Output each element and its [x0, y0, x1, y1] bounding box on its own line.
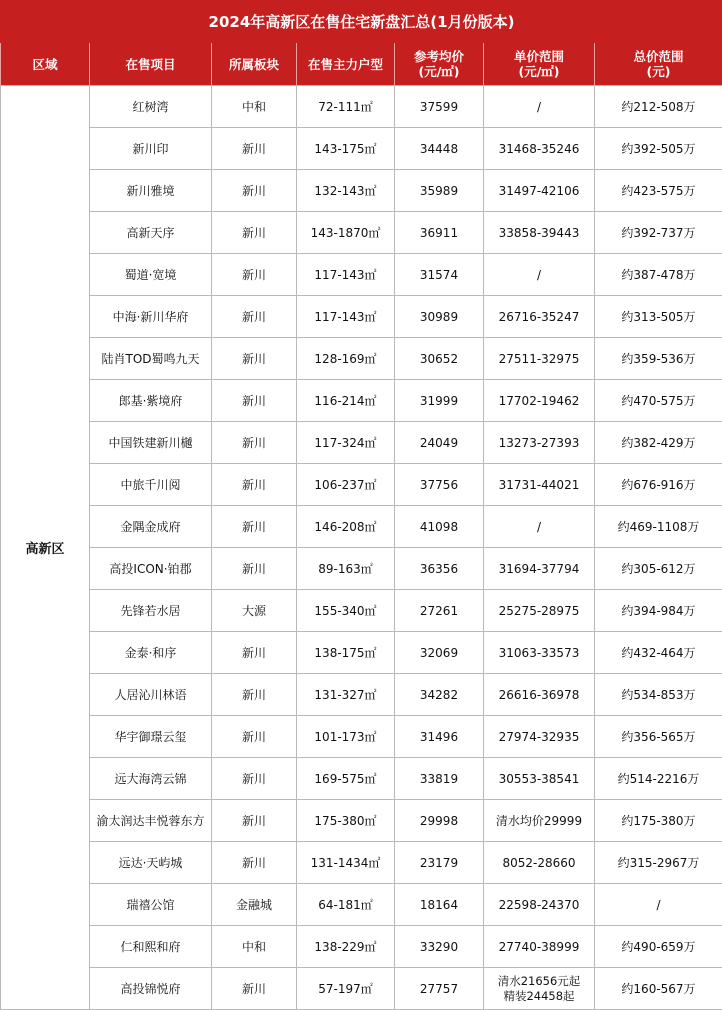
project-cell: 金泰·和序: [90, 632, 212, 674]
unit-type-cell: 146-208㎡: [297, 506, 395, 548]
unit-range-cell: 33858-39443: [484, 212, 595, 254]
total-range-cell: 约387-478万: [595, 254, 722, 296]
table-row: [1, 464, 722, 506]
table-row: [1, 926, 722, 968]
unit-type-cell: 138-229㎡: [297, 926, 395, 968]
total-range-cell: 约315-2967万: [595, 842, 722, 884]
avg-price-cell: 29998: [395, 800, 484, 842]
table-row: [1, 674, 722, 716]
table-row: [1, 968, 722, 1010]
block-cell: 新川: [212, 758, 297, 800]
avg-price-cell: 30652: [395, 338, 484, 380]
table-row: [1, 800, 722, 842]
table-row: [1, 506, 722, 548]
total-range-cell: /: [595, 884, 722, 926]
unit-type-cell: 117-143㎡: [297, 296, 395, 338]
avg-price-cell: 31496: [395, 716, 484, 758]
unit-range-cell: 27974-32935: [484, 716, 595, 758]
unit-range-cell: 31497-42106: [484, 170, 595, 212]
header-total-range: 总价范围 (元): [595, 43, 722, 86]
unit-type-cell: 131-327㎡: [297, 674, 395, 716]
avg-price-cell: 35989: [395, 170, 484, 212]
block-cell: 新川: [212, 254, 297, 296]
header-block: 所属板块: [212, 43, 297, 86]
unit-range-cell: 30553-38541: [484, 758, 595, 800]
avg-price-cell: 31999: [395, 380, 484, 422]
avg-price-cell: 36911: [395, 212, 484, 254]
avg-price-cell: 30989: [395, 296, 484, 338]
project-cell: 瑞禧公馆: [90, 884, 212, 926]
project-cell: 高投ICON·铂郡: [90, 548, 212, 590]
unit-range-cell: 8052-28660: [484, 842, 595, 884]
table-row: [1, 338, 722, 380]
table-row: [1, 380, 722, 422]
unit-range-cell: 26716-35247: [484, 296, 595, 338]
avg-price-cell: 37756: [395, 464, 484, 506]
unit-range-cell: 清水均价29999: [484, 800, 595, 842]
table-row: [1, 212, 722, 254]
unit-range-cell: 26616-36978: [484, 674, 595, 716]
block-cell: 新川: [212, 464, 297, 506]
block-cell: 新川: [212, 170, 297, 212]
table-row: [1, 842, 722, 884]
project-cell: 中旅千川阅: [90, 464, 212, 506]
project-cell: 中海·新川华府: [90, 296, 212, 338]
total-range-cell: 约469-1108万: [595, 506, 722, 548]
block-cell: 新川: [212, 842, 297, 884]
unit-range-cell: 31063-33573: [484, 632, 595, 674]
unit-type-cell: 138-175㎡: [297, 632, 395, 674]
total-range-cell: 约432-464万: [595, 632, 722, 674]
block-cell: 新川: [212, 674, 297, 716]
block-cell: 新川: [212, 968, 297, 1010]
block-cell: 大源: [212, 590, 297, 632]
project-cell: 仁和熙和府: [90, 926, 212, 968]
unit-range-cell: 31694-37794: [484, 548, 595, 590]
total-range-cell: 约490-659万: [595, 926, 722, 968]
project-cell: 新川印: [90, 128, 212, 170]
avg-price-cell: 32069: [395, 632, 484, 674]
block-cell: 新川: [212, 548, 297, 590]
avg-price-cell: 37599: [395, 86, 484, 128]
project-cell: 陆肖TOD蜀鸣九天: [90, 338, 212, 380]
total-range-cell: 约359-536万: [595, 338, 722, 380]
avg-price-cell: 31574: [395, 254, 484, 296]
table-row: [1, 548, 722, 590]
total-range-cell: 约382-429万: [595, 422, 722, 464]
total-range-cell: 约423-575万: [595, 170, 722, 212]
avg-price-cell: 18164: [395, 884, 484, 926]
project-cell: 红树湾: [90, 86, 212, 128]
total-range-cell: 约676-916万: [595, 464, 722, 506]
header-avg-price: 参考均价 (元/㎡): [395, 43, 484, 86]
table-row: [1, 632, 722, 674]
block-cell: 新川: [212, 296, 297, 338]
header-unit-range: 单价范围 (元/㎡): [484, 43, 595, 86]
total-range-cell: 约392-737万: [595, 212, 722, 254]
project-cell: 远大海湾云锦: [90, 758, 212, 800]
block-cell: 新川: [212, 800, 297, 842]
unit-range-cell: 17702-19462: [484, 380, 595, 422]
block-cell: 新川: [212, 212, 297, 254]
unit-range-cell: 13273-27393: [484, 422, 595, 464]
unit-type-cell: 143-1870㎡: [297, 212, 395, 254]
unit-type-cell: 132-143㎡: [297, 170, 395, 212]
project-cell: 郎基·紫境府: [90, 380, 212, 422]
unit-type-cell: 128-169㎡: [297, 338, 395, 380]
table-row: [1, 128, 722, 170]
unit-type-cell: 169-575㎡: [297, 758, 395, 800]
table-row: [1, 86, 722, 128]
table-row: [1, 296, 722, 338]
block-cell: 新川: [212, 506, 297, 548]
total-range-cell: 约534-853万: [595, 674, 722, 716]
total-range-cell: 约160-567万: [595, 968, 722, 1010]
unit-range-cell: /: [484, 86, 595, 128]
project-cell: 蜀道·宽境: [90, 254, 212, 296]
unit-type-cell: 116-214㎡: [297, 380, 395, 422]
block-cell: 金融城: [212, 884, 297, 926]
total-range-cell: 约514-2216万: [595, 758, 722, 800]
unit-range-cell: 31468-35246: [484, 128, 595, 170]
project-cell: 人居沁川林语: [90, 674, 212, 716]
unit-type-cell: 117-143㎡: [297, 254, 395, 296]
table-row: [1, 422, 722, 464]
avg-price-cell: 36356: [395, 548, 484, 590]
project-cell: 高新天序: [90, 212, 212, 254]
unit-range-cell: 25275-28975: [484, 590, 595, 632]
block-cell: 新川: [212, 128, 297, 170]
block-cell: 新川: [212, 632, 297, 674]
total-range-cell: 约212-508万: [595, 86, 722, 128]
block-cell: 新川: [212, 338, 297, 380]
avg-price-cell: 27261: [395, 590, 484, 632]
unit-type-cell: 101-173㎡: [297, 716, 395, 758]
total-range-cell: 约356-565万: [595, 716, 722, 758]
total-range-cell: 约392-505万: [595, 128, 722, 170]
unit-range-cell: /: [484, 506, 595, 548]
table-row: [1, 590, 722, 632]
header-unit-type: 在售主力户型: [297, 43, 395, 86]
avg-price-cell: 33819: [395, 758, 484, 800]
project-cell: 渝太润达丰悦蓉东方: [90, 800, 212, 842]
unit-range-cell: 27511-32975: [484, 338, 595, 380]
title-row: [1, 1, 722, 43]
block-cell: 新川: [212, 716, 297, 758]
project-cell: 先锋若水居: [90, 590, 212, 632]
unit-range-cell: 31731-44021: [484, 464, 595, 506]
project-cell: 远达·天屿城: [90, 842, 212, 884]
unit-type-cell: 64-181㎡: [297, 884, 395, 926]
project-cell: 金隅金成府: [90, 506, 212, 548]
total-range-cell: 约394-984万: [595, 590, 722, 632]
block-cell: 新川: [212, 380, 297, 422]
avg-price-cell: 23179: [395, 842, 484, 884]
avg-price-cell: 41098: [395, 506, 484, 548]
total-range-cell: 约470-575万: [595, 380, 722, 422]
unit-type-cell: 143-175㎡: [297, 128, 395, 170]
unit-type-cell: 155-340㎡: [297, 590, 395, 632]
table-row: [1, 716, 722, 758]
unit-type-cell: 117-324㎡: [297, 422, 395, 464]
unit-type-cell: 57-197㎡: [297, 968, 395, 1010]
unit-type-cell: 89-163㎡: [297, 548, 395, 590]
table-row: [1, 254, 722, 296]
unit-range-cell: 22598-24370: [484, 884, 595, 926]
header-row: [1, 43, 722, 86]
header-region: 区域: [1, 43, 90, 86]
table-row: [1, 170, 722, 212]
unit-range-cell: 清水21656元起 精装24458起: [484, 968, 595, 1010]
unit-range-cell: 27740-38999: [484, 926, 595, 968]
avg-price-cell: 27757: [395, 968, 484, 1010]
unit-range-cell: /: [484, 254, 595, 296]
table-row: [1, 884, 722, 926]
table-row: [1, 758, 722, 800]
block-cell: 中和: [212, 926, 297, 968]
unit-type-cell: 131-1434㎡: [297, 842, 395, 884]
block-cell: 新川: [212, 422, 297, 464]
block-cell: 中和: [212, 86, 297, 128]
project-cell: 新川雅境: [90, 170, 212, 212]
project-cell: 华宇御璟云玺: [90, 716, 212, 758]
project-cell: 高投锦悦府: [90, 968, 212, 1010]
avg-price-cell: 34448: [395, 128, 484, 170]
unit-type-cell: 106-237㎡: [297, 464, 395, 506]
header-project: 在售项目: [90, 43, 212, 86]
project-cell: 中国铁建新川樾: [90, 422, 212, 464]
unit-type-cell: 72-111㎡: [297, 86, 395, 128]
total-range-cell: 约175-380万: [595, 800, 722, 842]
total-range-cell: 约313-505万: [595, 296, 722, 338]
table-title: 2024年高新区在售住宅新盘汇总(1月份版本): [1, 1, 722, 43]
avg-price-cell: 33290: [395, 926, 484, 968]
avg-price-cell: 24049: [395, 422, 484, 464]
avg-price-cell: 34282: [395, 674, 484, 716]
region-cell: 高新区: [1, 86, 90, 1010]
unit-type-cell: 175-380㎡: [297, 800, 395, 842]
total-range-cell: 约305-612万: [595, 548, 722, 590]
